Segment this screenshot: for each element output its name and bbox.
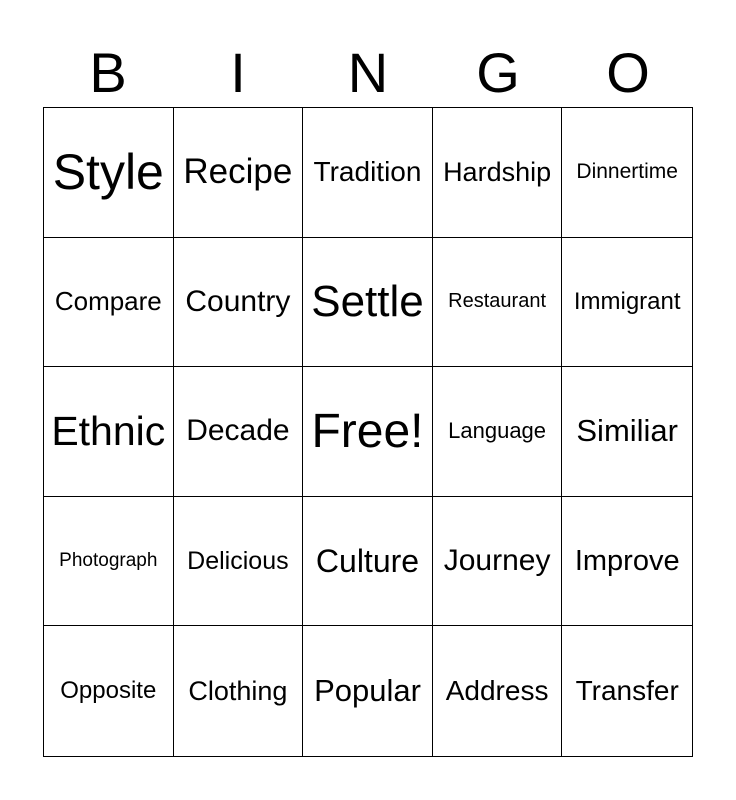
- bingo-cell[interactable]: Journey: [433, 497, 563, 627]
- bingo-cell[interactable]: Clothing: [174, 626, 304, 756]
- bingo-cell[interactable]: Improve: [562, 497, 692, 627]
- bingo-cell[interactable]: Dinnertime: [562, 108, 692, 238]
- bingo-header: [43, 40, 693, 106]
- bingo-cell[interactable]: Compare: [44, 238, 174, 368]
- bingo-cell[interactable]: Address: [433, 626, 563, 756]
- header-letter-i: I: [230, 41, 246, 104]
- bingo-cell[interactable]: Similiar: [562, 367, 692, 497]
- bingo-cell[interactable]: Transfer: [575, 675, 679, 707]
- bingo-cell[interactable]: Tradition: [303, 108, 433, 238]
- bingo-cell[interactable]: Opposite: [44, 626, 174, 756]
- bingo-cell[interactable]: Style: [44, 108, 174, 238]
- header-letter-n: N: [347, 41, 389, 104]
- bingo-cell[interactable]: Decade: [174, 367, 304, 497]
- bingo-cell[interactable]: Hardship: [433, 108, 563, 238]
- bingo-cell[interactable]: Popular: [303, 626, 433, 756]
- header-letter-g: G: [476, 41, 520, 104]
- bingo-cell[interactable]: Recipe: [174, 108, 304, 238]
- header-letter-o: O: [606, 41, 650, 104]
- free-space-cell[interactable]: Free!: [303, 367, 433, 497]
- bingo-cell[interactable]: Photograph: [44, 497, 174, 627]
- header-letter-b: B: [89, 41, 127, 104]
- bingo-board: [43, 107, 693, 757]
- bingo-cell[interactable]: Culture: [303, 497, 433, 627]
- bingo-cell[interactable]: Restaurant: [433, 238, 563, 368]
- bingo-cell[interactable]: Language: [433, 367, 563, 497]
- bingo-cell[interactable]: Delicious: [174, 497, 304, 627]
- bingo-cell[interactable]: Settle: [303, 238, 433, 368]
- bingo-cell[interactable]: Immigrant: [562, 238, 692, 368]
- bingo-cell[interactable]: Country: [174, 238, 304, 368]
- bingo-cell[interactable]: Ethnic: [44, 367, 174, 497]
